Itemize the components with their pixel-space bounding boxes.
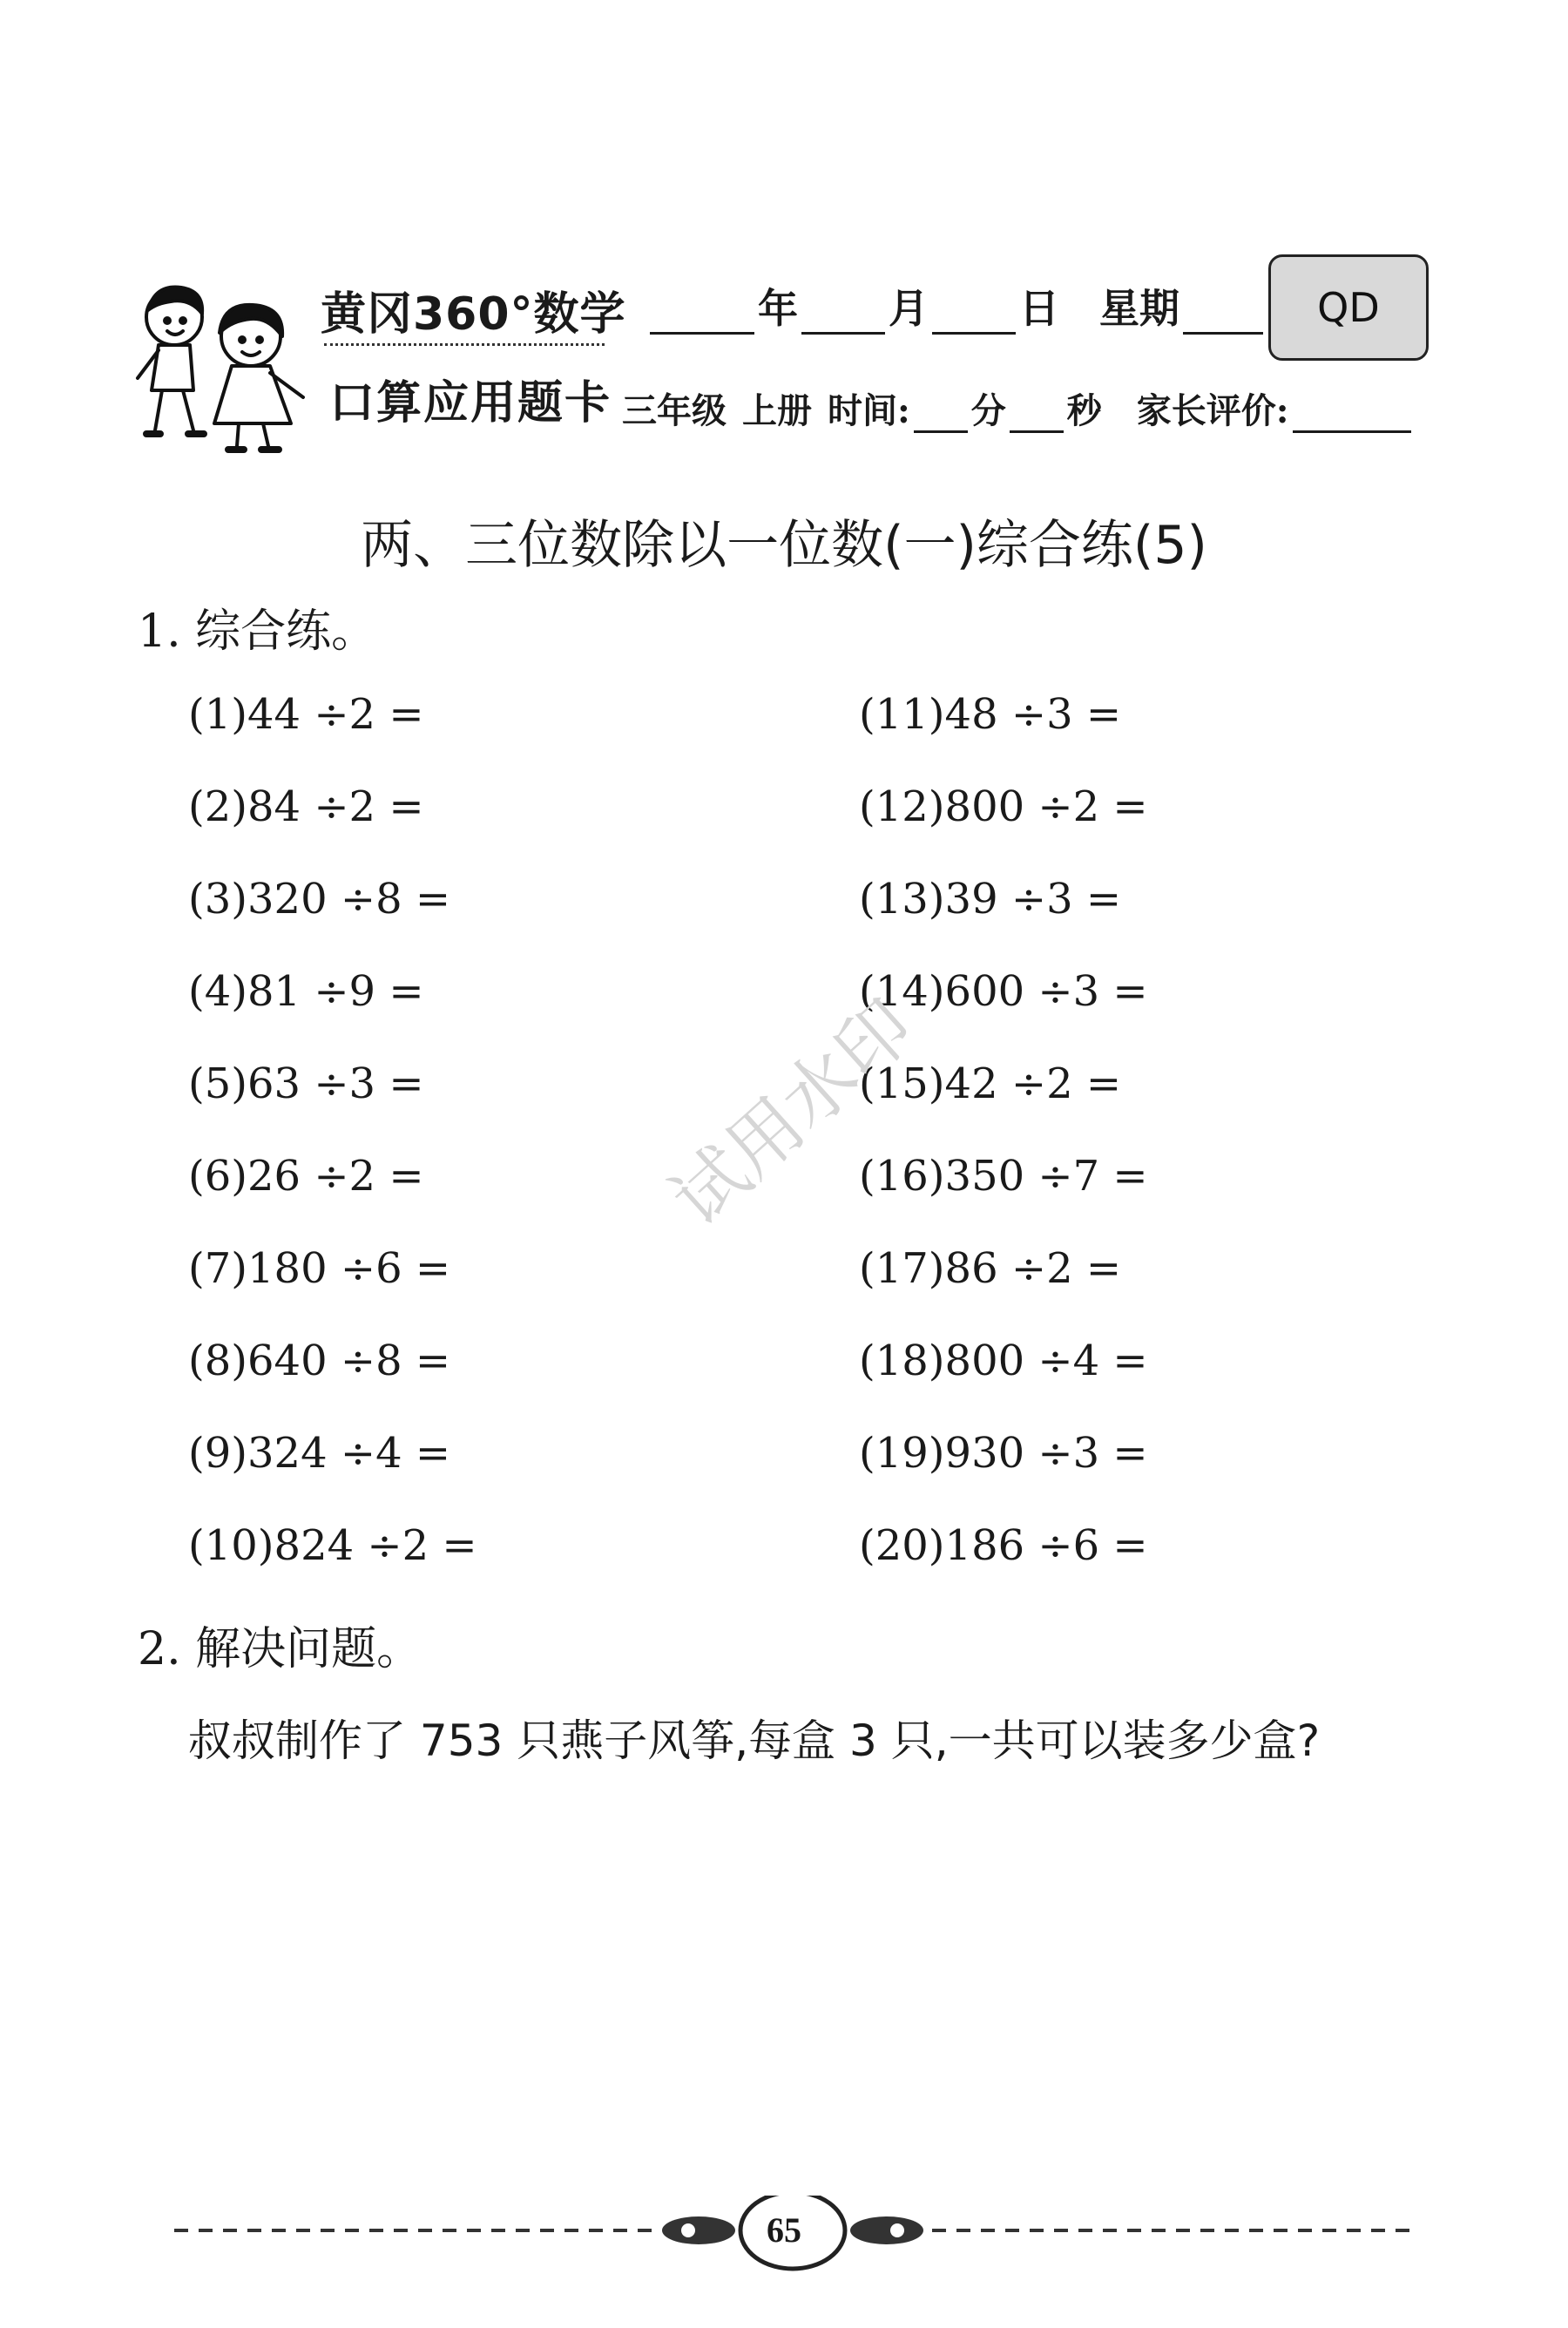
minute-label: 分: [970, 390, 1006, 431]
brand-subtitle: 口算应用题卡: [329, 377, 612, 430]
parent-eval-blank[interactable]: [1293, 397, 1411, 433]
problem-item: (6)26 ÷2 =: [188, 1152, 424, 1201]
problem-item: (2)84 ÷2 =: [188, 782, 424, 831]
problem-item: (15)42 ÷2 =: [859, 1059, 1122, 1108]
problem-item: (1)44 ÷2 =: [188, 690, 424, 739]
problem-item: (13)39 ÷3 =: [859, 875, 1122, 924]
info-line: [622, 383, 1415, 433]
page-number: 65: [767, 2210, 801, 2250]
problem-item: (3)320 ÷8 =: [188, 875, 451, 924]
problem-item: (9)324 ÷4 =: [188, 1429, 451, 1478]
weekday-label: 星期: [1099, 285, 1179, 332]
problem-item: (7)180 ÷6 =: [188, 1244, 451, 1293]
word-problem: 叔叔制作了 753 只燕子风筝,每盒 3 只,一共可以装多少盒?: [188, 1716, 1321, 1766]
problem-item: (10)824 ÷2 =: [188, 1521, 477, 1570]
logo-kids-illustration: [120, 275, 329, 458]
problem-item: (16)350 ÷7 =: [859, 1152, 1148, 1201]
problem-item: (4)81 ÷9 =: [188, 967, 424, 1016]
grade-label: 三年级: [622, 390, 727, 431]
section1-heading: 1. 综合练。: [138, 606, 377, 658]
problem-item: (12)800 ÷2 =: [859, 782, 1148, 831]
second-label: 秒: [1066, 390, 1102, 431]
problem-item: (11)48 ÷3 =: [859, 690, 1122, 739]
problem-item: (5)63 ÷3 =: [188, 1059, 424, 1108]
year-blank[interactable]: [650, 294, 754, 335]
weekday-blank[interactable]: [1183, 294, 1263, 335]
problem-item: (14)600 ÷3 =: [859, 967, 1148, 1016]
minute-blank[interactable]: [914, 397, 968, 433]
parent-eval-label: 家长评价:: [1136, 390, 1289, 431]
problem-item: (17)86 ÷2 =: [859, 1244, 1122, 1293]
volume-label: 上册: [742, 390, 812, 431]
month-blank[interactable]: [801, 294, 885, 335]
section2-heading: 2. 解决问题。: [138, 1623, 422, 1675]
second-blank[interactable]: [1010, 397, 1064, 433]
brand-title: 黄冈360°数学: [321, 288, 626, 341]
problem-item: (8)640 ÷8 =: [188, 1337, 451, 1385]
edition-code-badge: QD: [1268, 254, 1429, 361]
problem-item: (20)186 ÷6 =: [859, 1521, 1148, 1570]
time-label: 时间:: [828, 390, 910, 431]
date-line: [646, 277, 1267, 335]
watermark: 试用水印: [655, 983, 930, 1243]
year-label: 年: [758, 285, 798, 332]
problem-item: (19)930 ÷3 =: [859, 1429, 1148, 1478]
day-label: 日: [1019, 285, 1059, 332]
month-label: 月: [889, 285, 929, 332]
problem-item: (18)800 ÷4 =: [859, 1337, 1148, 1385]
page-title: 两、三位数除以一位数(一)综合练(5): [361, 515, 1207, 576]
brand-divider: [324, 343, 605, 346]
day-blank[interactable]: [932, 294, 1016, 335]
